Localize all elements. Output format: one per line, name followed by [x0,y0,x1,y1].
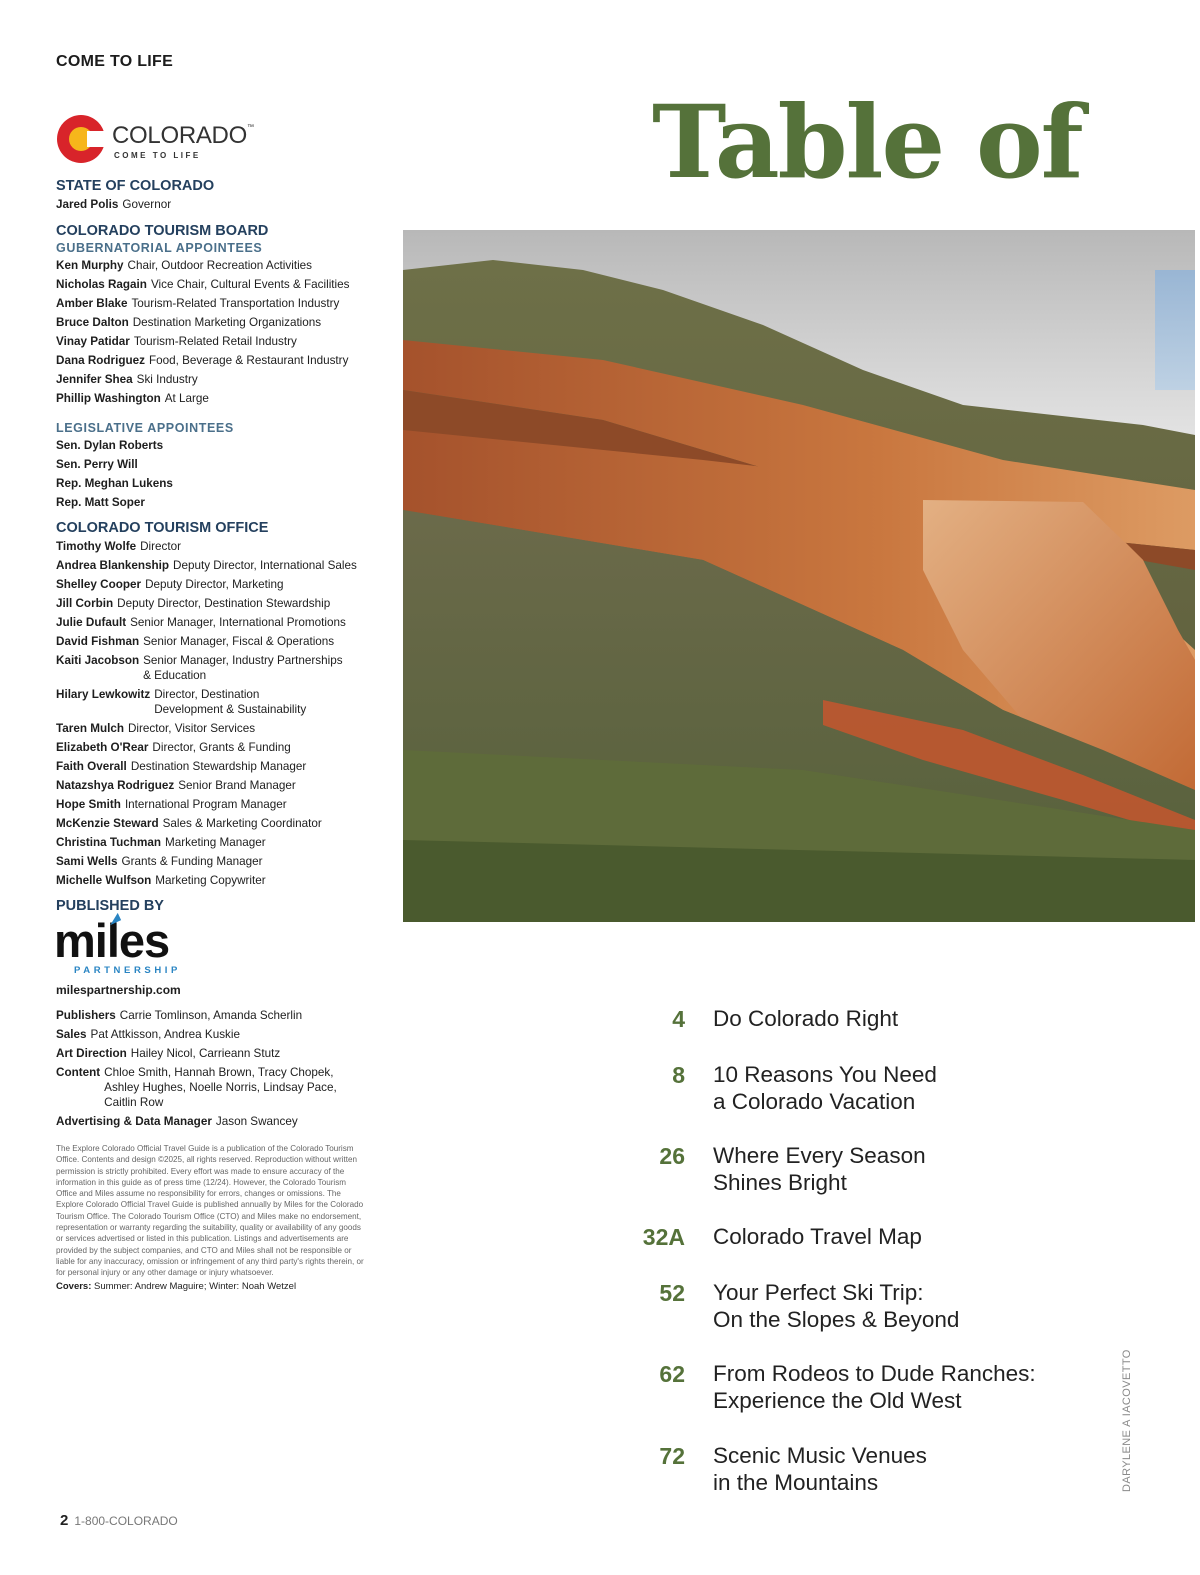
person-name: Ken Murphy [56,259,124,272]
toc-page-number: 72 [659,1443,685,1469]
staff-entry [56,719,376,738]
miles-partnership-label: PARTNERSHIP [74,965,181,976]
person-name: Jennifer Shea [56,373,133,386]
person-name: Shelley Cooper [56,578,142,591]
toc-entry[interactable] [630,1142,926,1196]
person-name: Publishers [56,1009,116,1022]
staff-entry [56,1063,376,1112]
person-name: McKenzie Steward [56,817,159,830]
subsection-title-gubernatorial: GUBERNATORIAL APPOINTEES [56,241,263,255]
staff-entry [56,370,376,389]
person-name: Bruce Dalton [56,316,129,329]
person-name: Phillip Washington [56,392,161,405]
staff-entry [56,1112,376,1131]
staff-entry [56,632,376,651]
colorado-tagline: COME TO LIFE [114,151,201,160]
person-role: Director, Destination Development & Sustainability [154,688,307,716]
person-role: Sales & Marketing Coordinator [162,817,322,830]
landscape-photo [403,230,1195,922]
person-name: Art Direction [56,1047,127,1060]
staff-entry [56,351,376,370]
person-role: Deputy Director, Destination Stewardship [117,597,331,610]
section-title-board: COLORADO TOURISM BOARD [56,223,269,239]
person-role: Destination Stewardship Manager [130,760,307,773]
toc-entry[interactable] [630,1279,959,1333]
legal-disclaimer: The Explore Colorado Official Travel Guide is a publication of the Colorado Tourism Office. Contents and design ©2025, all rights reserved. Reproduction without written permission is strictly prohibited. Every effort was made to ensure accuracy of the information in this guide as of press time (12/24). However, the Colorado Tourism Office and Miles assume no responsibility for errors, changes or omissions. The Explore Colorado Official Travel Guide is published annually by Miles for the Colorado Tourism Office. The Colorado Tourism Office (CTO) and Miles make no endorsement, representation or warranty regarding the suitability, quality or availability of any goods or services advertised or listed in this publication. Listings and advertisements are provided by the subject companies, and CTO and Miles shall not be responsible or liable for any inaccuracy, omission or infringement of any third party's rights therein, or for personal injury or any other damage or injury whatsoever. [56,1144,364,1278]
person-role: At Large [164,392,209,405]
section-title-publisher: PUBLISHED BY [56,898,164,914]
person-role: Senior Manager, Industry Partnerships & Education [143,654,343,682]
staff-entry [56,613,376,632]
section-title-state: STATE OF COLORADO [56,178,215,194]
miles-logo [54,914,376,983]
staff-entry [56,332,376,351]
staff-entry [56,389,376,408]
section-title-office: COLORADO TOURISM OFFICE [56,520,269,536]
page-footer [60,1512,178,1529]
miles-wordmark: miles [54,914,170,967]
person-role: Marketing Copywriter [155,874,266,887]
staff-entry [56,1044,376,1063]
staff-entry [56,651,376,685]
person-role: Senior Brand Manager [178,779,296,792]
person-name: Christina Tuchman [56,836,161,849]
person-role: Chair, Outdoor Recreation Activities [127,259,313,272]
staff-entry [56,575,376,594]
toc-page-number: 62 [659,1361,685,1387]
person-name: Rep. Meghan Lukens [56,477,173,490]
person-role: Food, Beverage & Restaurant Industry [148,354,349,367]
staff-entry [56,537,376,556]
person-name: Taren Mulch [56,722,124,735]
person-role: Senior Manager, Fiscal & Operations [143,635,335,648]
staff-entry [56,313,376,332]
staff-entry [56,294,376,313]
person-role: Senior Manager, International Promotions [130,616,346,629]
person-role: Deputy Director, International Sales [173,559,357,572]
staff-entry [56,455,376,474]
person-role: Director, Grants & Funding [152,741,291,754]
person-name: Content [56,1066,101,1079]
staff-entry [56,685,376,719]
person-name: David Fishman [56,635,140,648]
staff-entry [56,474,376,493]
colorado-wordmark: COLORADO™ [112,122,254,149]
cover-credits: Covers: Summer: Andrew Maguire; Winter: Noah Wetzel [56,1280,297,1292]
person-name: Faith Overall [56,760,127,773]
person-name: Sami Wells [56,855,118,868]
person-name: Timothy Wolfe [56,540,137,553]
person-name: Natazshya Rodriguez [56,779,175,792]
toc-entry-title: Your Perfect Ski Trip: On the Slopes & Beyond [713,1280,960,1332]
staff-entry [56,852,376,871]
person-role: Destination Marketing Organizations [132,316,322,329]
toc-list [630,1005,1130,1495]
running-header: COME TO LIFE [56,53,174,70]
toc-entry-title: From Rodeos to Dude Ranches: Experience the Old West [713,1361,1036,1413]
staff-entry [56,556,376,575]
staff-entry [56,594,376,613]
person-name: Hope Smith [56,798,121,811]
toc-entry[interactable] [630,1223,922,1251]
photo-credit: DARYLENE A IACOVETTO [1121,1349,1133,1492]
staff-entry [56,256,376,275]
person-role: Tourism-Related Retail Industry [133,335,297,348]
subsection-title-legislative: LEGISLATIVE APPOINTEES [56,421,234,435]
person-role: Director, Visitor Services [127,722,256,735]
person-role: Vice Chair, Cultural Events & Facilities [150,278,350,291]
toc-page-number: 8 [672,1062,685,1088]
person-name: Dana Rodriguez [56,354,145,367]
toc-page-number: 4 [672,1006,685,1032]
person-name: Jill Corbin [56,597,114,610]
staff-entry [56,833,376,852]
toc-entry[interactable] [630,1061,937,1115]
toc-entry-title: Scenic Music Venues in the Mountains [713,1443,927,1495]
person-name: Hilary Lewkowitz [56,688,151,701]
person-name: Jared Polis [56,198,119,211]
staff-entry [56,275,376,294]
person-role: Director [140,540,182,553]
person-role: Chloe Smith, Hannah Brown, Tracy Chopek, Ashley Hughes, Noelle Norris, Lindsay Pace, Caitlin Row [104,1066,337,1109]
person-name: Nicholas Ragain [56,278,147,291]
staff-entry [56,814,376,833]
person-name: Julie Dufault [56,616,127,629]
person-name: Amber Blake [56,297,128,310]
person-role: Carrie Tomlinson, Amanda Scherlin [119,1009,303,1022]
staff-entry [56,1025,376,1044]
toc-page-number: 26 [659,1143,685,1169]
publisher-url: milespartnership.com [56,983,181,997]
person-role: Hailey Nicol, Carrieann Stutz [130,1047,281,1060]
staff-entry [56,776,376,795]
page-number: 2 [60,1512,69,1529]
phone-number: 1-800-COLORADO [74,1514,178,1528]
person-name: Rep. Matt Soper [56,496,145,509]
toc-entry-title: Do Colorado Right [713,1006,899,1031]
staff-entry [56,436,376,455]
staff-entry [56,871,376,890]
masthead [56,177,376,1292]
person-role: Deputy Director, Marketing [145,578,284,591]
person-role: Marketing Manager [164,836,266,849]
staff-entry [56,493,376,512]
person-role: Governor [122,198,172,211]
person-name: Andrea Blankenship [56,559,170,572]
person-name: Sen. Perry Will [56,458,138,471]
person-role: Pat Attkisson, Andrea Kuskie [90,1028,240,1041]
toc-page-number: 32A [642,1224,685,1250]
person-name: Elizabeth O'Rear [56,741,149,754]
staff-entry [56,738,376,757]
toc-entry[interactable] [630,1442,927,1496]
staff-entry [56,757,376,776]
staff-entry [56,195,376,214]
person-name: Kaiti Jacobson [56,654,140,667]
person-role: Ski Industry [136,373,198,386]
person-name: Vinay Patidar [56,335,130,348]
colorado-logo [57,115,257,167]
toc-entry[interactable] [630,1360,1036,1414]
staff-entry [56,795,376,814]
person-name: Sen. Dylan Roberts [56,439,164,452]
toc-entry-title: Colorado Travel Map [713,1224,922,1249]
person-role: Tourism-Related Transportation Industry [131,297,340,310]
person-role: International Program Manager [124,798,287,811]
toc-entry[interactable] [630,1005,898,1033]
person-role: Jason Swancey [215,1115,298,1128]
person-name: Michelle Wulfson [56,874,152,887]
colorado-c-icon [57,115,105,163]
person-name: Advertising & Data Manager [56,1115,212,1128]
toc-heading: Table of [652,83,1082,201]
toc-entry-title: 10 Reasons You Need a Colorado Vacation [713,1062,937,1114]
person-role: Grants & Funding Manager [121,855,263,868]
toc-page-number: 52 [659,1280,685,1306]
toc-entry-title: Where Every Season Shines Bright [713,1143,926,1195]
person-name: Sales [56,1028,87,1041]
staff-entry [56,1006,376,1025]
